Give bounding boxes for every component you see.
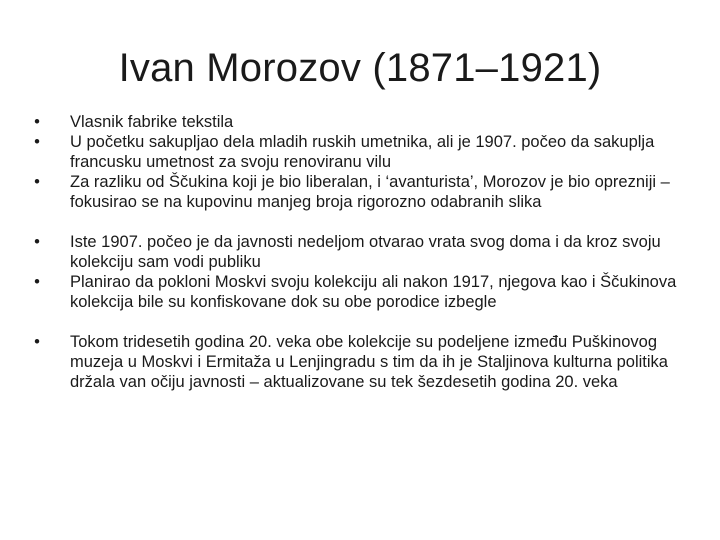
slide-title: Ivan Morozov (1871–1921) [118, 46, 602, 90]
bullet-item [30, 272, 698, 312]
bullet-item [30, 232, 698, 272]
bullet-dot-icon: • [34, 233, 40, 251]
bullet-dot-icon: • [34, 333, 40, 351]
bullet-item [30, 112, 698, 132]
bullet-text: Tokom tridesetih godina 20. veka obe kolekcije su podeljene između Puškinovog muzeja u Moskvi i Ermitaža u Lenjingradu s tim da ih je Staljinova kulturna politika držala van očiju javnosti – aktualizovane su tek šezdesetih godina 20. veka [70, 333, 668, 391]
bullet-text: U početku sakupljao dela mladih ruskih umetnika, ali je 1907. počeo da sakuplja francusku umetnost za svoju renoviranu vilu [70, 133, 655, 171]
bullet-dot-icon: • [34, 113, 40, 131]
bullet-dot-icon: • [34, 173, 40, 191]
bullet-dot-icon: • [34, 133, 40, 151]
bullet-list [30, 112, 698, 392]
bullet-text: Iste 1907. počeo je da javnosti nedeljom otvarao vrata svog doma i da kroz svoju kolekciju sam vodi publiku [70, 233, 661, 271]
bullet-dot-icon: • [34, 273, 40, 291]
bullet-text: Za razliku od Ščukina koji je bio liberalan, i ‘avanturista’, Morozov je bio oprezniji – fokusirao se na kupovinu manjeg broja rigorozno odabranih slika [70, 173, 670, 211]
bullet-text: Planirao da pokloni Moskvi svoju kolekciju ali nakon 1917, njegova kao i Ščukinova kolekcija bile su konfiskovane dok su obe porodice izbegle [70, 273, 677, 311]
bullet-item [30, 132, 698, 172]
bullet-item [30, 172, 698, 212]
bullet-text: Vlasnik fabrike tekstila [70, 113, 234, 131]
bullet-item [30, 332, 698, 392]
